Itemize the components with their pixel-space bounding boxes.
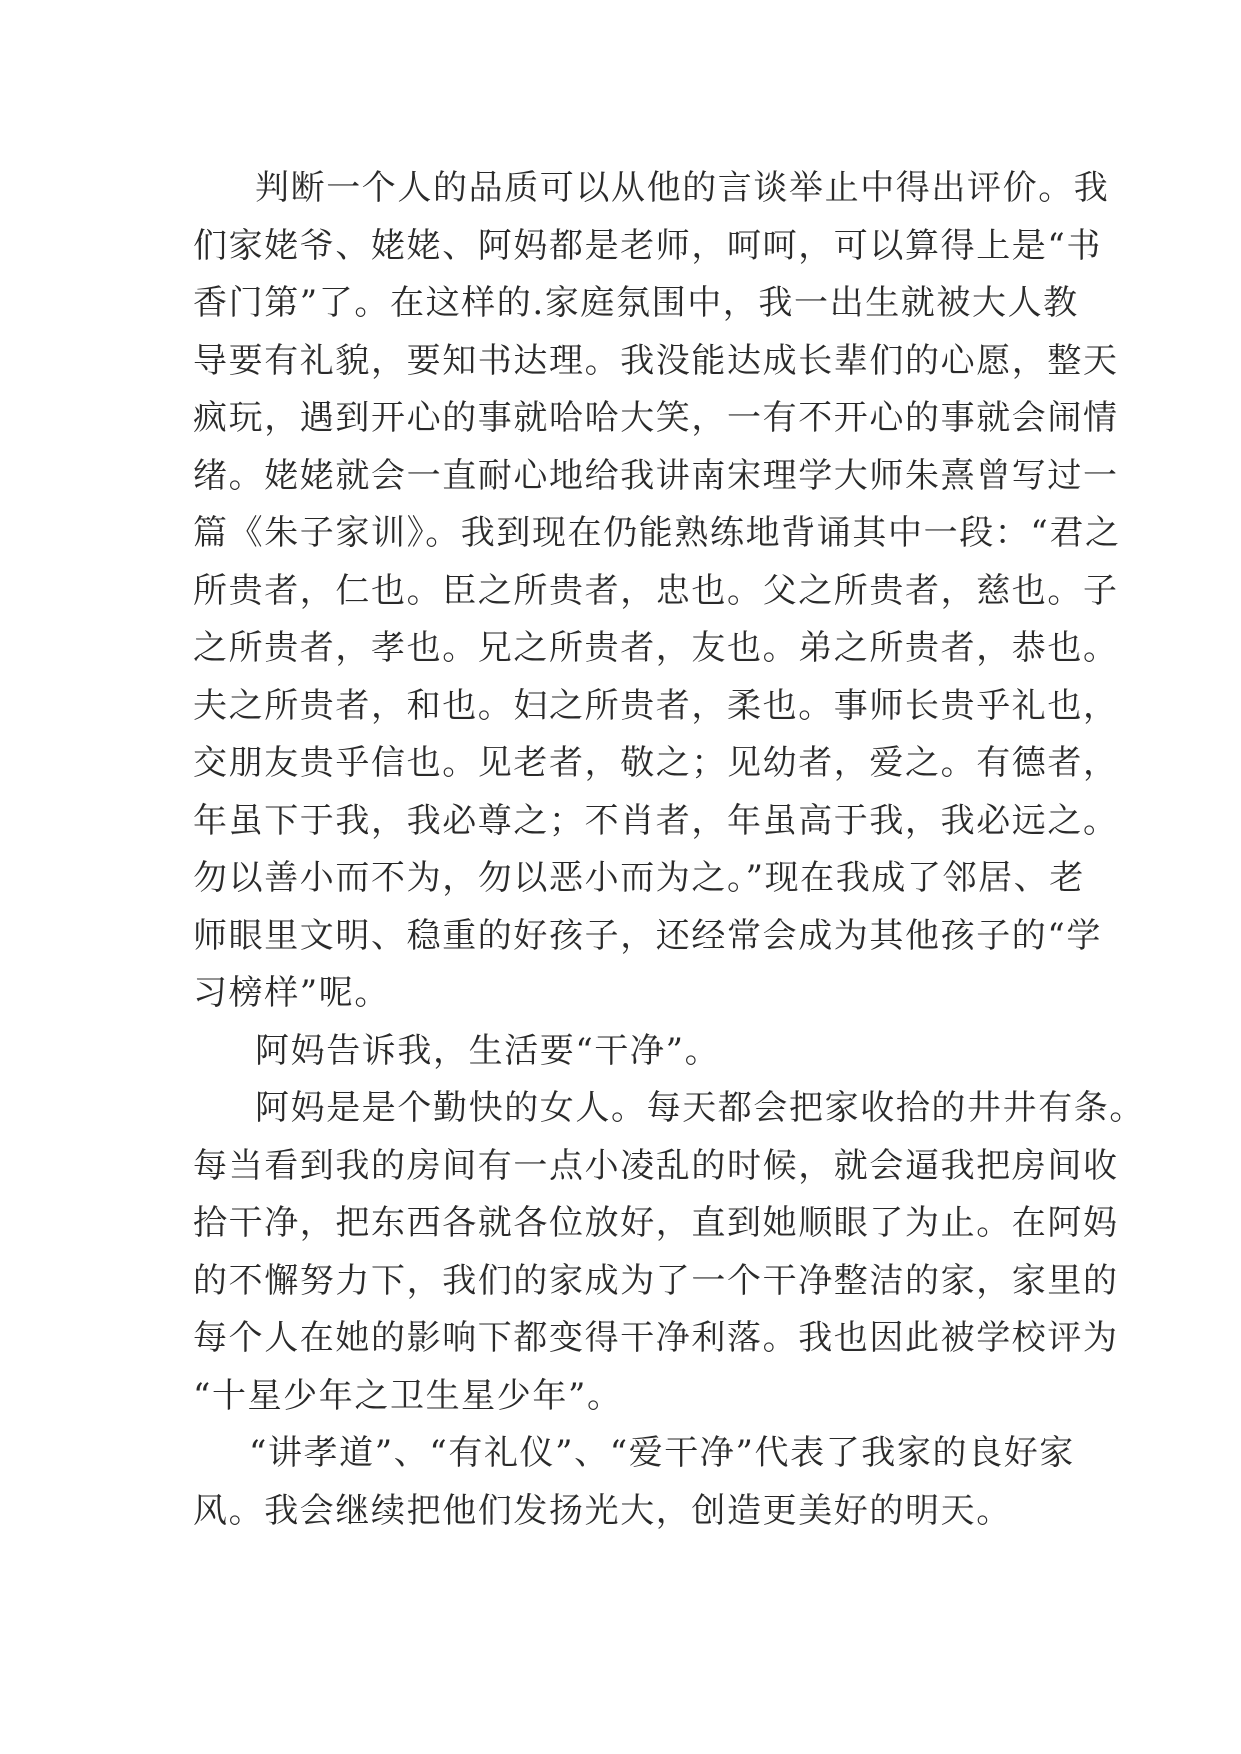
text-line: “讲孝道”、“有礼仪”、“爱干净”代表了我家的良好家 <box>249 1433 1075 1473</box>
text-line: 每当看到我的房间有一点小凌乱的时候，就会逼我把房间收 <box>193 1145 1119 1186</box>
text-line: 香门第”了。在这样的.家庭氛围中，我一出生就被大人教 <box>193 283 1079 323</box>
text-line: 绪。姥姥就会一直耐心地给我讲南宋理学大师朱熹曾写过一 <box>193 455 1119 496</box>
text-line: 导要有礼貌，要知书达理。我没能达成长辈们的心愿，整天 <box>193 340 1119 381</box>
text-line: 判断一个人的品质可以从他的言谈举止中得出评价。我 <box>255 168 1110 208</box>
text-line: 习榜样”呢。 <box>193 973 390 1013</box>
text-line: 拾干净，把东西各就各位放好，直到她顺眼了为止。在阿妈 <box>193 1203 1119 1243</box>
text-line: 所贵者，仁也。臣之所贵者，忠也。父之所贵者，慈也。子 <box>193 570 1119 611</box>
document-body <box>193 160 1145 1540</box>
paragraph-cleanliness <box>193 1080 1145 1425</box>
text-line: 篇《朱子家训》。我到现在仍能熟练地背诵其中一段：“君之 <box>193 513 1121 553</box>
text-line: 交朋友贵乎信也。见老者，敬之；见幼者，爱之。有德者， <box>193 743 1119 783</box>
text-line: 们家姥爷、姥姥、阿妈都是老师，呵呵，可以算得上是“书 <box>193 225 1102 266</box>
text-line: 阿妈是是个勤快的女人。每天都会把家收拾的井井有条。 <box>255 1088 1145 1128</box>
text-line: 勿以善小而不为，勿以恶小而为之。”现在我成了邻居、老 <box>193 858 1085 898</box>
paragraph-family-virtue <box>193 160 1121 1023</box>
text-line: 风。我会继续把他们发扬光大，创造更美好的明天。 <box>193 1490 1012 1531</box>
text-line: 之所贵者，孝也。兄之所贵者，友也。弟之所贵者，恭也。 <box>193 628 1119 668</box>
text-line: 阿妈告诉我，生活要“干净”。 <box>255 1030 721 1071</box>
text-line: 师眼里文明、稳重的好孩子，还经常会成为其他孩子的“学 <box>193 915 1102 956</box>
paragraph-cleanliness-intro <box>193 1023 1063 1081</box>
text-line: 年虽下于我，我必尊之；不肖者，年虽高于我，我必远之。 <box>193 800 1119 841</box>
text-line: 的不懈努力下，我们的家成为了一个干净整洁的家，家里的 <box>193 1260 1119 1301</box>
text-line: 疯玩，遇到开心的事就哈哈大笑，一有不开心的事就会闹情 <box>193 398 1119 438</box>
text-line: “十星少年之卫生星少年”。 <box>193 1375 623 1416</box>
text-line: 夫之所贵者，和也。妇之所贵者，柔也。事师长贵乎礼也， <box>193 685 1119 726</box>
paragraph-conclusion <box>193 1425 1075 1540</box>
text-line: 每个人在她的影响下都变得干净利落。我也因此被学校评为 <box>193 1318 1119 1358</box>
